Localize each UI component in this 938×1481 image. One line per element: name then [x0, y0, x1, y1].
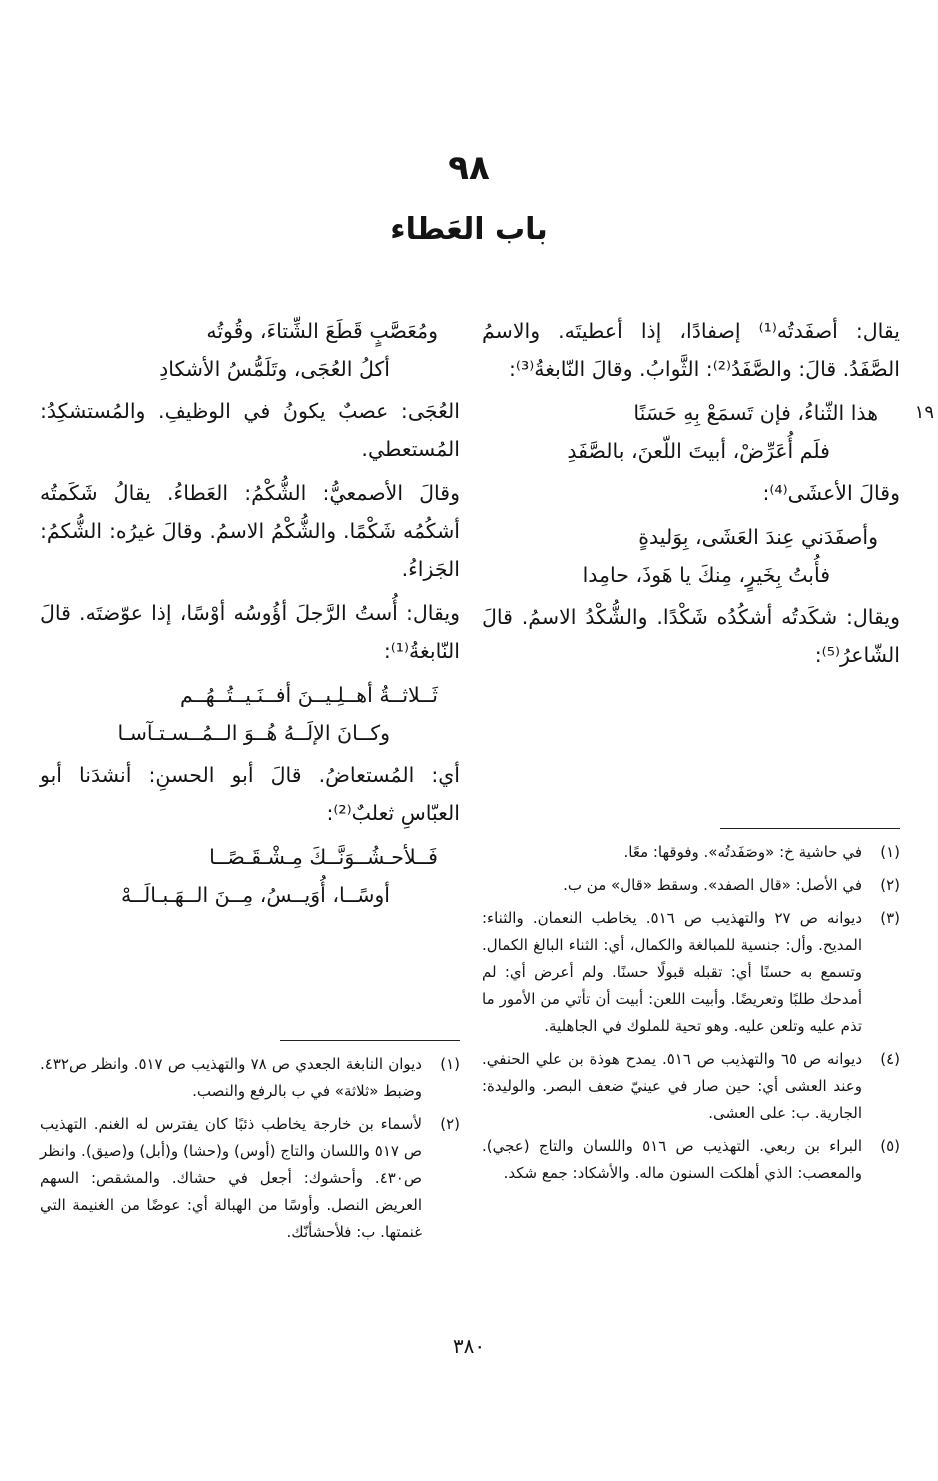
verse-hemistich-1: هذا الثّناءُ، فإن تَسمَعْ بِهِ حَسَنًا — [633, 401, 878, 425]
verse-hemistich-1: وأصفَدَني عِندَ العَشَى، بِوَليدةٍ — [638, 525, 878, 549]
verse-hemistich-1: فَــلأحـشُــوَنَّــكَ مِـشْـقَـصًــا — [209, 845, 438, 869]
footnote-number: (٥) — [880, 1137, 900, 1155]
paragraph-4: أي: المُستعاضُ. قالَ أبو الحسنِ: أنشدَنا أبو العبّاسِ ثعلبٌ⁽²⁾: — [40, 763, 460, 825]
footnote — [40, 1051, 460, 1105]
right-column — [482, 312, 934, 680]
footnote — [482, 1046, 900, 1127]
footnotes-right — [482, 812, 900, 1193]
paragraph-2: وقالَ الأعشَى⁽⁴⁾: — [762, 481, 900, 505]
footnote-number: (١) — [880, 843, 900, 861]
footnote-text: البراء بن ربعي. التهذيب ص ٥١٦ واللسان والتاج (عجي). والمعصب: الذي أهلكت السنون ماله. والأشكاد: جمع شكد. — [482, 1137, 862, 1182]
verse-muassab — [40, 312, 460, 388]
verse-hemistich-2: وكــانَ الإلَــهُ هُــوَ الــمُــسـتـآسـا — [117, 721, 390, 745]
paragraph-3: ويقال: شكَدتُه أشكُدُه شَكْدًا. والشُّكْدُ الاسمُ. قالَ الشّاعرُ⁽⁵⁾: — [482, 605, 900, 667]
paragraph-3: ويقال: أُستُ الرَّجلَ أؤُوسُه أوْسًا، إذا عوّضتَه. قالَ النّابغةُ⁽¹⁾: — [40, 601, 460, 663]
footnote-divider — [280, 1040, 460, 1041]
footnote — [482, 1133, 900, 1187]
footnote-text: ديوان النابغة الجعدي ص ٧٨ والتهذيب ص ٥١٧. وانظر ص٤٣٢. وضبط «ثلاثة» في ب بالرفع والنصب. — [40, 1055, 422, 1100]
footnote-text: في الأصل: «قال الصفد». وسقط «قال» من ب. — [563, 876, 862, 894]
footnote-number: (٢) — [880, 876, 900, 894]
footnote-number: (١) — [440, 1055, 460, 1073]
footnote-number: (٤) — [880, 1050, 900, 1068]
page-number: ٣٨٠ — [452, 1334, 486, 1358]
verse-thalathatu — [40, 676, 460, 752]
footnote-number: (٢) — [440, 1115, 460, 1133]
footnote-text: ديوانه ص ٢٧ والتهذيب ص ٥١٦. يخاطب النعمان. والثناء: المديح. وأل: جنسية للمبالغة والكمال، أي: الثناء البالغ الكمال. وتسمع به حسنًا أي: تقبله قبولًا حسنًا. ولم أعرض أي: لم أمدحك طلبًا وتعريضًا. وأبيت اللعن: أبيت أن تأتي من الأمور ما تذم عليه وتلعن عليه. وهو تحية للملوك في الجاهلية. — [482, 909, 862, 1035]
footnote — [482, 872, 900, 899]
footnote-text: لأسماء بن خارجة يخاطب ذئبًا كان يفترس له الغنم. التهذيب ص ٥١٧ واللسان والتاج (أوس) و(حشا) و(أبل) و(صيق). وانظر ص٤٣٠. وأحشوك: أجعل في حشاك. والمشقص: السهم العريض النصل. وأوسًا من الهبالة أي: عوضًا من الغنيمة التي غنمتها. ب: فلأحشأنّك. — [40, 1115, 422, 1241]
footnote-number: (٣) — [880, 909, 900, 927]
verse-hemistich-1: ثَــلاثــةُ أهــلِـيــنَ أفــنَـيــتُــهُــم — [179, 683, 438, 707]
verse-hemistich-2: فأُبتُ بِخَيرٍ، مِنكَ يا هَوذَ، حامِدا — [582, 563, 830, 587]
verse-nabigha — [482, 394, 934, 470]
verse-hemistich-2: فلَم أُعَرِّضْ، أبيتَ اللّعنَ، بالصَّفَدِ — [567, 439, 830, 463]
paragraph-1: العُجَى: عصبٌ يكونُ في الوظيفِ. والمُستشكِدُ: المُستعطي. — [40, 399, 460, 461]
footnote — [40, 1111, 460, 1246]
footnote — [482, 905, 900, 1040]
paragraph-2: وقالَ الأصمعيُّ: الشُّكْمُ: العَطاءُ. يقالُ شَكَمتُه أشكُمُه شَكْمًا. والشُّكْمُ الاسمُ. وقالَ غيرُه: الشُّكمُ: الجَزاءُ. — [40, 481, 460, 581]
footnote-text: في حاشية خ: «وصَفَدتُه». وفوقها: معًا. — [623, 843, 862, 861]
verse-hemistich-2: أكلُ العُجَى، وتَلَمُّسُ الأشكادِ — [159, 357, 390, 381]
footnote — [482, 839, 900, 866]
chapter-number: ٩٨ — [448, 148, 490, 188]
verse-line-marker: ١٩ — [914, 402, 934, 423]
verse-lahashuwannaka — [40, 838, 460, 914]
verse-hemistich-1: ومُعَصَّبٍ قَطَعَ الشِّتاءَ، وقُوتُه — [206, 319, 438, 343]
chapter-title: باب العَطاء — [390, 212, 548, 247]
footnote-text: ديوانه ص ٦٥ والتهذيب ص ٥١٦. يمدح هوذة بن علي الحنفي. وعند العشى أي: حين صار في عينيّ ضعف البصر. والوليدة: الجارية. ب: على العشى. — [482, 1050, 862, 1122]
footnotes-left — [40, 1024, 460, 1252]
paragraph-1: يقال: أصفَدتُه⁽¹⁾ إصفادًا، إذا أعطيتَه. والاسمُ الصَّفَدُ. قالَ: والصَّفَدُ⁽²⁾: الثَّوابُ. وقالَ النّابغةُ⁽³⁾: — [482, 319, 900, 381]
footnote-divider — [720, 828, 900, 829]
verse-hemistich-2: أوسًــا، أُوَيــسُ، مِــنَ الــهَـبـالَــهْ — [121, 883, 390, 907]
verse-aasha — [482, 518, 900, 594]
left-column — [40, 312, 460, 918]
